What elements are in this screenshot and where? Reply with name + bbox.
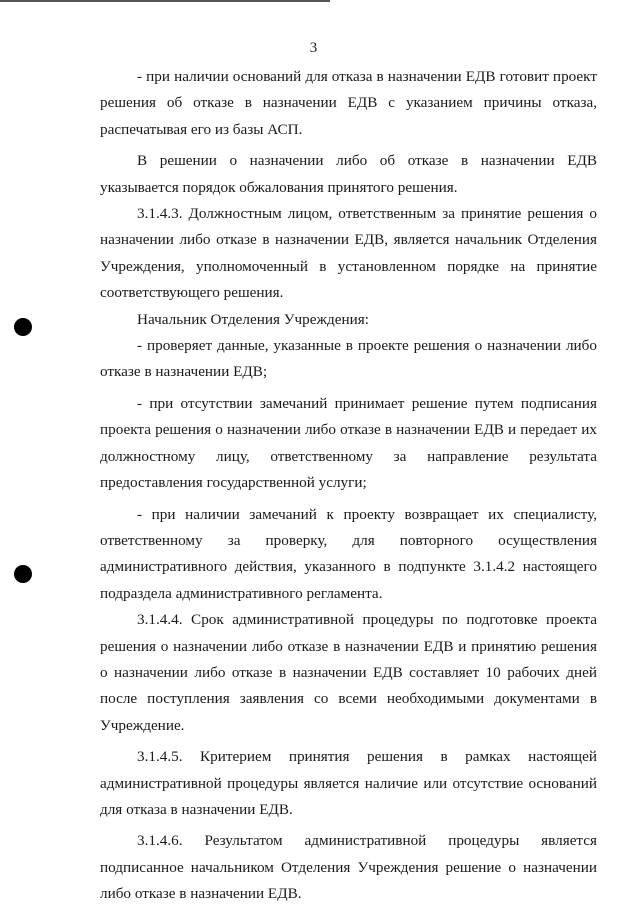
paragraph-3-1-4-5: 3.1.4.5. Критерием принятия решения в рамках настоящей административной процедуры является наличие или отсутствие оснований для отказа в назначении ЕДВ. — [100, 748, 597, 818]
paragraph-with-remarks: - при наличии замечаний к проекту возвращает их специалисту, ответственному за проверку, для повторного осуществления административного действия, указанного в подпункте 3.1.4.2 настоящего подраздела административного регламента. — [100, 505, 597, 602]
paragraph-checks-data: - проверяет данные, указанные в проекте решения о назначении либо отказе в назначении ЕДВ; — [100, 337, 597, 381]
paragraph-head-of-department: Начальник Отделения Учреждения: — [137, 310, 369, 328]
paragraph-3-1-4-6: 3.1.4.6. Результатом административной процедуры является подписанное начальником Отделения Учреждения решение о назначении либо отказе в назначении ЕДВ. — [100, 832, 597, 903]
top-scan-edge-line — [0, 0, 330, 2]
paragraph-refusal-draft: - при наличии оснований для отказа в назначении ЕДВ готовит проект решения об отказе в назначении ЕДВ с указанием причины отказа, распечатывая его из базы АСП. — [100, 68, 597, 138]
paragraph-appeal-procedure: В решении о назначении либо об отказе в назначении ЕДВ указывается порядок обжалования принятого решения. — [100, 152, 597, 196]
paragraph-no-remarks: - при отсутствии замечаний принимает решение путем подписания проекта решения о назначении либо отказе в назначении ЕДВ и передает их должностному лицу, ответственному за направление результата предоставления государственной услуги; — [100, 394, 597, 492]
paragraph-3-1-4-4: 3.1.4.4. Срок административной процедуры по подготовке проекта решения о назначении либо отказе в назначении ЕДВ и принятию решения о назначении либо отказе в назначении ЕДВ составляет 10 рабочих дней после поступления заявления со всеми необходимыми документами в Учреждение. — [100, 611, 597, 734]
binder-hole-top — [14, 318, 32, 336]
binder-hole-bottom — [14, 565, 32, 583]
page-number: 3 — [309, 40, 318, 56]
document-body — [100, 64, 597, 908]
paragraph-3-1-4-3: 3.1.4.3. Должностным лицом, ответственным за принятие решения о назначении либо отказе в назначении ЕДВ, является начальник Отделения Учреждения, уполномоченный в установленном порядке на принятие соответствующего решения. — [100, 205, 597, 302]
